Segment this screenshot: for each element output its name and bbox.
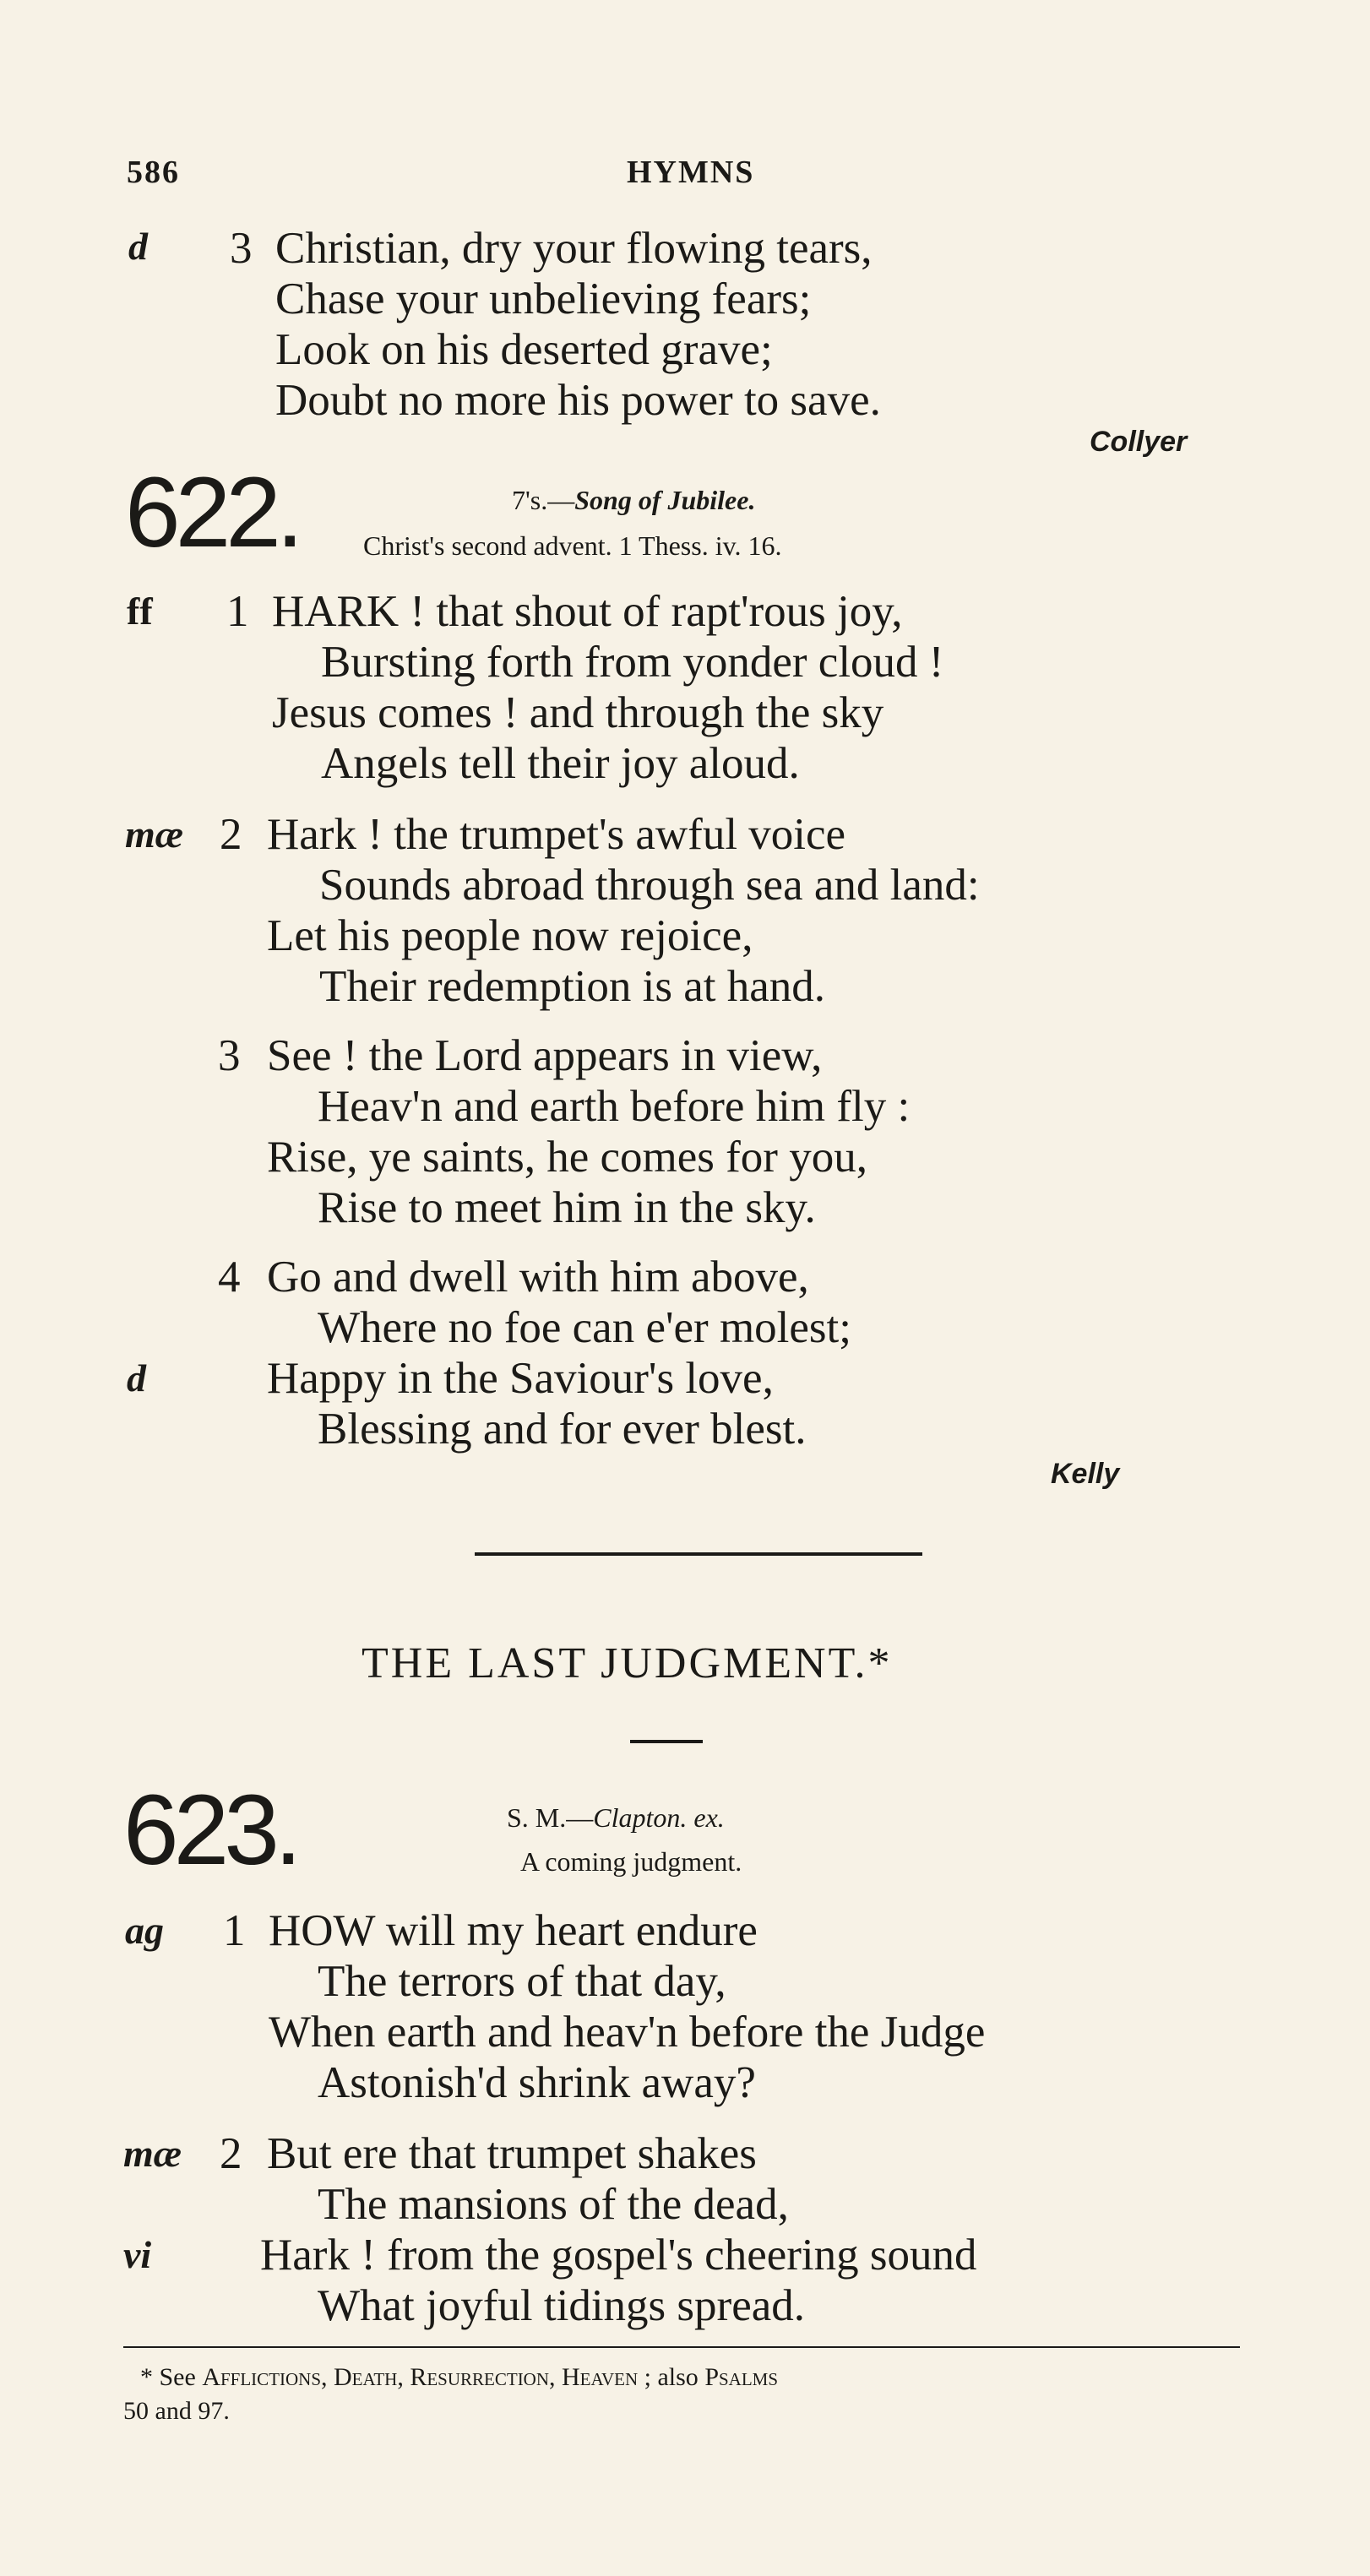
hymn-number: 623.: [123, 1774, 297, 1886]
verse-line: Doubt no more his power to save.: [275, 376, 881, 425]
hymn-author: Collyer: [1090, 426, 1188, 458]
section-title: THE LAST JUDGMENT.*: [362, 1639, 893, 1687]
footnote-line2: 50 and 97.: [123, 2397, 230, 2425]
verse-number: 1: [223, 1906, 246, 1955]
hymn-meter: [507, 1802, 725, 1834]
meter: 7's.—: [512, 485, 575, 515]
verse-line: Chase your unbelieving fears;: [275, 274, 812, 323]
verse-line: Look on his deserted grave;: [275, 325, 773, 374]
footnote-psalms: Psalms: [704, 2363, 779, 2391]
verse-line: Rise, ye saints, he comes for you,: [267, 1133, 867, 1182]
verse-line: Jesus comes ! and through the sky: [272, 688, 884, 737]
verse-line: Let his people now rejoice,: [267, 911, 753, 960]
hymn-subject: A coming judgment.: [520, 1846, 742, 1877]
running-title: HYMNS: [627, 155, 755, 190]
footnote-rule: [123, 2346, 1240, 2348]
verse-number: 1: [226, 587, 249, 636]
verse-line: When earth and heav'n before the Judge: [269, 2008, 986, 2057]
dynamic-mark: mæ: [123, 2132, 182, 2175]
footnote-intro: * See: [140, 2363, 203, 2391]
verse-line: Go and dwell with him above,: [267, 1253, 809, 1302]
verse-number: 3: [230, 224, 253, 273]
dynamic-mark: mæ: [125, 812, 183, 856]
verse-number: 4: [218, 1253, 241, 1302]
verse-line: Rise to meet him in the sky.: [318, 1183, 816, 1232]
tune-name: Clapton. ex.: [593, 1802, 725, 1833]
verse-line: HOW will my heart endure: [269, 1906, 758, 1955]
verse-number: 2: [220, 810, 242, 859]
hymn-meter: [512, 485, 755, 516]
section-divider: [475, 1552, 922, 1556]
short-rule: [630, 1740, 703, 1743]
verse-line: Bursting forth from yonder cloud !: [321, 638, 944, 687]
footnote-mid: ; also: [638, 2363, 705, 2391]
verse-number: 3: [218, 1031, 241, 1080]
hymn-subject: Christ's second advent. 1 Thess. iv. 16.: [363, 530, 782, 561]
dynamic-mark: d: [127, 1356, 146, 1399]
verse-line: HARK ! that shout of rapt'rous joy,: [272, 587, 903, 636]
hymn-number: 622.: [125, 457, 299, 568]
tune-name: Song of Jubilee.: [574, 485, 756, 515]
verse-line: Happy in the Saviour's love,: [267, 1354, 774, 1403]
verse-line: See ! the Lord appears in view,: [267, 1031, 823, 1080]
verse-line: The terrors of that day,: [318, 1957, 726, 2006]
meter: S. M.—: [507, 1802, 594, 1833]
verse-number: 2: [220, 2129, 242, 2178]
verse-line: Hark ! the trumpet's awful voice: [267, 810, 846, 859]
verse-line: Sounds abroad through sea and land:: [319, 861, 980, 910]
verse-line: Hark ! from the gospel's cheering sound: [260, 2231, 977, 2280]
verse-line: What joyful tidings spread.: [318, 2281, 805, 2330]
verse-line: Blessing and for ever blest.: [318, 1405, 807, 1454]
dynamic-mark: d: [128, 225, 148, 268]
dynamic-mark: ff: [127, 590, 153, 633]
verse-line: Where no foe can e'er molest;: [318, 1303, 851, 1352]
verse-line: The mansions of the dead,: [318, 2180, 789, 2229]
footnote: [140, 2363, 778, 2392]
verse-line: Astonish'd shrink away?: [318, 2058, 756, 2107]
hymn-author: Kelly: [1051, 1458, 1120, 1490]
verse-line: Heav'n and earth before him fly :: [318, 1082, 911, 1131]
verse-line: Angels tell their joy aloud.: [321, 739, 800, 788]
footnote-refs: Afflictions, Death, Resurrection, Heaven: [202, 2363, 639, 2391]
verse-line: Christian, dry your flowing tears,: [275, 224, 873, 273]
dynamic-mark: vi: [123, 2233, 152, 2276]
dynamic-mark: ag: [125, 1909, 164, 1952]
verse-line: Their redemption is at hand.: [319, 962, 826, 1011]
page-number: 586: [127, 155, 180, 190]
verse-line: But ere that trumpet shakes: [267, 2129, 757, 2178]
